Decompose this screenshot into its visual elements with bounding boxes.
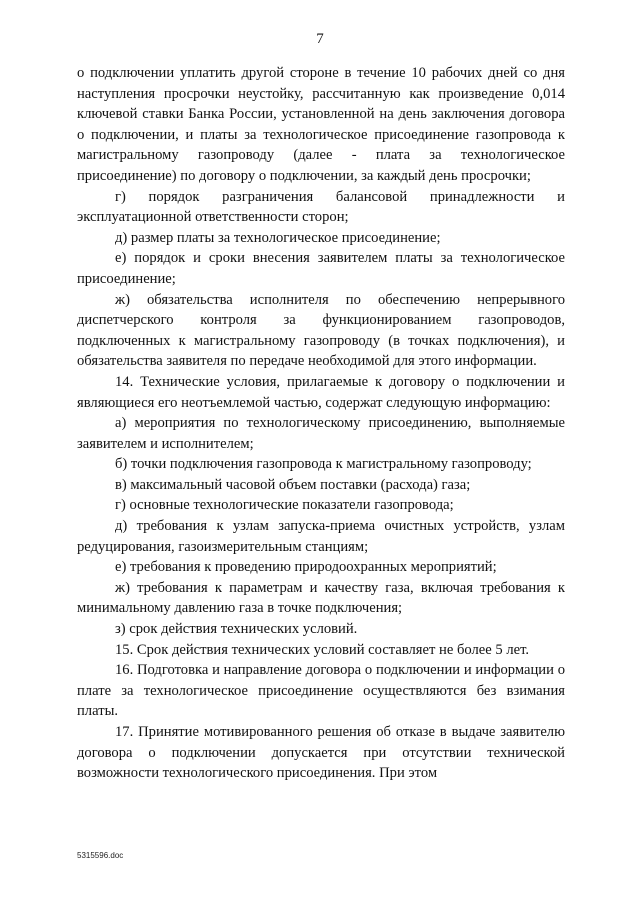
paragraph-section-14: 14. Технические условия, прилагаемые к договору о подключении и являющиеся его неотъемлемой частью, содержат следующую информацию: (77, 373, 565, 411)
paragraph-item-g-indicators: г) основные технологические показатели газопровода; (115, 497, 454, 514)
paragraph-item-g-boundaries: г) порядок разграничения балансовой принадлежности и эксплуатационной ответственности сторон; (77, 188, 565, 226)
document-body (77, 63, 565, 784)
paragraph-item-z-validity: з) срок действия технических условий. (115, 621, 358, 638)
paragraph-item-zh-dispatch-control: ж) обязательства исполнителя по обеспечению непрерывного диспетчерского контроля за функционированием газопроводов, подключенных к магистральному газопроводу (в точках подключения), и обязательства заявителя по передаче необходимой для этого информации. (77, 291, 565, 370)
paragraph-section-17: 17. Принятие мотивированного решения об отказе в выдаче заявителю договора о подключении допускается при отсутствии технической возможности технологического присоединения. При этом (77, 724, 565, 782)
paragraph-item-a-measures: а) мероприятия по технологическому присоединению, выполняемые заявителем и исполнителем; (77, 415, 565, 452)
paragraph-item-e-environment: е) требования к проведению природоохранных мероприятий; (115, 559, 497, 576)
paragraph-item-d-pig-stations: д) требования к узлам запуска-приема очистных устройств, узлам редуцирования, газоизмерительным станциям; (77, 518, 565, 555)
paragraph-item-b-connection-points: б) точки подключения газопровода к магистральному газопроводу; (115, 456, 532, 473)
paragraph-section-15: 15. Срок действия технических условий составляет не более 5 лет. (115, 641, 530, 658)
footer-file-code: 5315596.doc (77, 851, 124, 860)
paragraph-item-e-fee-terms: е) порядок и сроки внесения заявителем платы за технологическое присоединение; (77, 250, 565, 287)
paragraph-continuation: о подключении уплатить другой стороне в течение 10 рабочих дней со дня наступления просрочки неустойку, рассчитанную как произведение 0,014 ключевой ставки Банка России, установленной на день заключения договора о подключении, и платы за технологическое присоединение газопровода к магистральному газопроводу (далее - плата за технологическое присоединение) по договору о подключении, за каждый день просрочки; (77, 65, 565, 184)
paragraph-item-zh-gas-quality: ж) требования к параметрам и качеству газа, включая требования к минимальному давлению газа в точке подключения; (77, 579, 565, 617)
page-number: 7 (316, 31, 324, 47)
paragraph-section-16: 16. Подготовка и направление договора о подключении и информации о плате за технологическое присоединение осуществляются без взимания платы. (77, 662, 565, 720)
paragraph-item-d-fee-size: д) размер платы за технологическое присоединение; (115, 229, 441, 246)
paragraph-item-v-max-volume: в) максимальный часовой объем поставки (расхода) газа; (115, 476, 471, 493)
